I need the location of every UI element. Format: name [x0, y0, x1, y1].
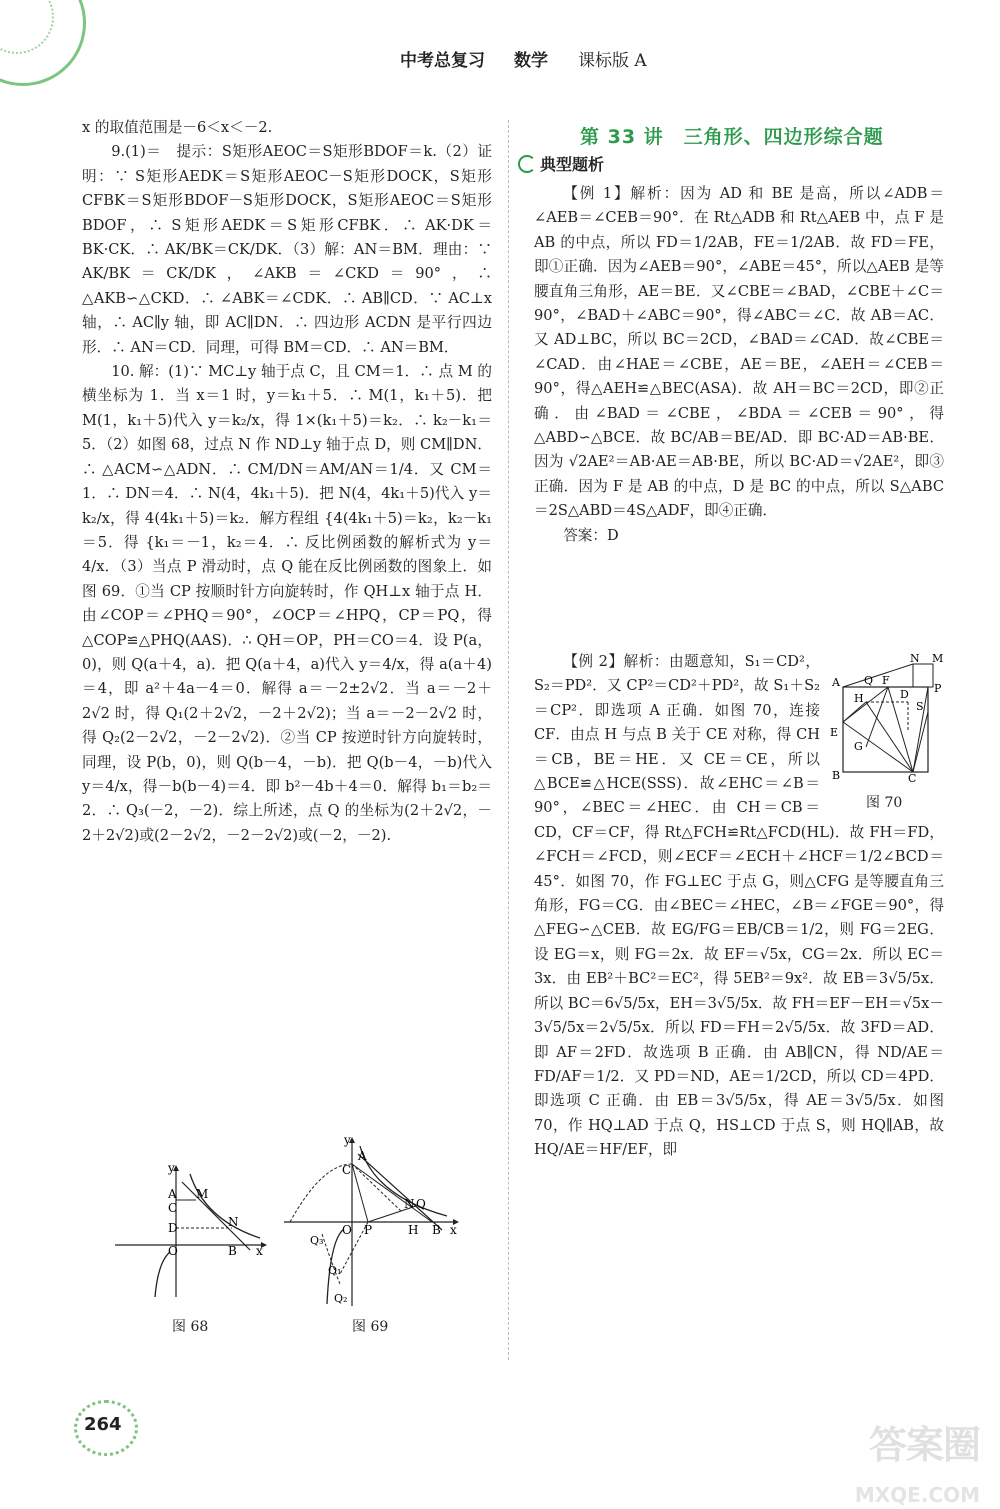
fig69-label-p: P — [364, 1223, 373, 1237]
fig70-label-c: C — [908, 772, 917, 782]
right-para-2: 【例 2】解析：由题意知，S₁＝CD²，S₂＝PD²．又 CP²＝CD²＋PD²，故 S₁＋S₂＝CP²．即选项 A 正确．如图 70，连接 CF．由点 H 与点 B 关于 CE 对称，得 CH＝CB，BE＝HE．又 CE＝CE，所以△BCE≌△HCE(SSS)．故∠EHC＝∠B＝90°，∠BEC＝∠HEC．由 CH＝CB＝CD，CF＝CF，得 Rt△FCH≌Rt△FCD(HL)．故 FH＝FD，∠FCH＝∠FCD，则∠ECF＝∠ECH＋∠HCF＝1/2∠BCD＝45°．如图 70，作 FG⊥EC 于点 G，则△CFG 是等腰直角三角形，FG＝CG．由∠BEC＝∠HEC，∠B＝∠FGE＝90°，得△FEG∽△CEB．故 EG/FG＝EB/CB＝1/2，则 FG＝2EG．设 EG＝x，则 FG＝2x．故 EF＝√5x，CG＝2x．所以 EC＝3x．由 EB²＋BC²＝EC²，得 5EB²＝9x²．故 EB＝3√5/5x．所以 BC＝6√5/5x，EH＝3√5/5x．故 FH＝EF－EH＝√5x－3√5/5x＝2√5/5x．所以 FD＝FH＝2√5/5x．故 3FD＝AD．即 AF＝2FD．故选项 B 正确．由 AB∥CN，得 ND/AE＝FD/AF＝1/2．又 PD＝ND，AE＝1/2CD，所以 CD＝4PD．即选项 C 正确．由 EB＝3√5/5x，得 AE＝3√5/5x．如图 70，作 HQ⊥AD 于点 Q，HS⊥CD 于点 S，则 HQ∥AB，故 HQ/AE＝HF/EF，即 — [534, 653, 944, 1159]
right-column-top — [534, 182, 944, 548]
fig70-label-s: S — [916, 700, 924, 713]
fig69-label-q3: Q₃ — [310, 1234, 324, 1247]
fig70-label-p: P — [934, 682, 942, 695]
fig70-label-d: D — [900, 688, 909, 701]
fig70-label-m: M — [932, 652, 944, 665]
fig68-label-a: A — [168, 1187, 177, 1201]
right-para-0: 【例 1】解析：因为 AD 和 BE 是高，所以∠ADB＝∠AEB＝∠CEB＝90°．在 Rt△ADB 和 Rt△AEB 中，点 F 是 AB 的中点，所以 FD＝1/2AB，FE＝1/2AB．故 FD＝FE，即①正确．因为∠AEB＝90°，∠ABE＝45°，所以△AEB 是等腰直角三角形，AE＝BE．又∠CBE＝∠BAD，∠CBE＋∠C＝90°，∠BAD＋∠ABC＝90°，得∠ABC＝∠C．故 AB＝AC．又 AD⊥BC，所以 BC＝2CD，∠BAD＝∠CAD．故∠CBE＝∠CAD．由∠HAE＝∠CBE，AE＝BE，∠AEH＝∠CEB＝90°，得△AEH≌△BEC(ASA)．故 AH＝BC＝2CD，即②正确．由∠BAD＝∠CBE，∠BDA＝∠CEB＝90°，得△ABD∽△BCE．故 BC/AB＝BE/AD．即 BC·AD＝AB·BE．因为 √2AE²＝AB·AE＝AB·BE，所以 BC·AD＝√2AE²，即③正确．因为 F 是 AB 的中点，D 是 BC 的中点，所以 S△ABC＝2S△ABD＝4S△ADF，即④正确． — [534, 185, 944, 520]
fig68-label-n: N — [228, 1215, 239, 1229]
column-divider — [508, 120, 509, 1360]
left-para-1: 9.(1)＝ 提示：S矩形AEOC＝S矩形BDOF＝k.（2）证明：∵ S矩形AEDK＝S矩形AEOC－S矩形DOCK，S矩形CFBK＝S矩形BDOF－S矩形DOCK，S矩形AEOC＝S矩形BDOF，∴ S矩形AEDK＝S矩形CFBK．∴ AK·DK＝BK·CK．∴ AK/BK＝CK/DK．（3）解：AN＝BM．理由：∵ AK/BK＝CK/DK，∠AKB＝∠CKD＝90°，∴ △AKB∽△CKD．∴ ∠ABK＝∠CDK．∴ AB∥CD．∵ AC⊥x 轴，∴ AC∥y 轴，即 AC∥DN．∴ 四边形 ACDN 是平行四边形．∴ AN＝CD．同理，可得 BM＝CD．∴ AN＝BM． — [82, 143, 492, 356]
fig68-label-x: x — [256, 1244, 263, 1258]
figure-70-spacer — [820, 650, 944, 818]
section-swirl-icon — [518, 155, 536, 173]
page-header — [0, 44, 1000, 74]
fig69-label-c: C — [342, 1163, 352, 1177]
fig70-label-g: G — [854, 740, 863, 753]
fig70-label-q: Q — [864, 674, 874, 687]
fig68-label-c: C — [168, 1201, 178, 1215]
header-subject: 数学 — [514, 51, 548, 71]
watermark-logo: 答案圈 — [868, 1423, 980, 1467]
figure-69 — [282, 1134, 462, 1309]
figure-68-caption: 图 68 — [172, 1319, 209, 1335]
fig69-label-a: A — [358, 1149, 367, 1163]
fig68-label-d: D — [168, 1221, 178, 1235]
fig69-label-x: x — [450, 1223, 457, 1237]
figure-69-caption: 图 69 — [352, 1319, 389, 1335]
fig69-label-b: B — [432, 1223, 441, 1237]
fig70-label-n: N — [910, 652, 920, 665]
section-subtitle: 典型题析 — [540, 155, 605, 174]
fig70-label-e: E — [830, 726, 839, 739]
fig70-label-b: B — [832, 769, 841, 782]
fig68-label-o: O — [168, 1244, 178, 1258]
fig69-label-y: y — [344, 1134, 351, 1147]
fig68-label-b: B — [228, 1244, 237, 1258]
figure-68 — [110, 1162, 270, 1302]
fig69-label-h: H — [408, 1223, 419, 1237]
watermark-url: MXQE.COM — [854, 1483, 980, 1507]
figure-70-caption: 图 70 — [866, 795, 903, 811]
right-para-1: 答案：D — [563, 526, 619, 544]
fig69-label-o: O — [342, 1223, 352, 1237]
fig69-label-q2: Q₂ — [334, 1292, 348, 1305]
section-title: 第 33 讲 三角形、四边形综合题 — [580, 126, 884, 148]
header-edition: 课标版 A — [578, 51, 647, 71]
page-number: 264 — [84, 1414, 122, 1435]
fig69-label-n: N — [404, 1197, 415, 1211]
left-column — [82, 116, 492, 848]
fig68-label-y: y — [168, 1162, 175, 1175]
fig68-label-m: M — [196, 1187, 209, 1201]
fig70-label-f: F — [882, 674, 890, 687]
fig69-label-q1: Q₁ — [328, 1264, 342, 1277]
fig70-label-h: H — [854, 692, 864, 705]
left-para-2: 10. 解：(1)∵ MC⊥y 轴于点 C，且 CM＝1．∴ 点 M 的横坐标为 1．当 x＝1 时，y＝k₁＋5．∴ M(1，k₁＋5)．把 M(1，k₁＋5)代入 y＝k₂/x，得 1×(k₁＋5)＝k₂．∴ k₂－k₁＝5．（2）如图 68，过点 N 作 ND⊥y 轴于点 D，则 CM∥DN．∴ △ACM∽△ADN．∴ CM/DN＝AM/AN＝1/4．又 CM＝1．∴ DN＝4．∴ N(4，4k₁＋5)．把 N(4，4k₁＋5)代入 y＝k₂/x，得 4(4k₁＋5)＝k₂．解方程组 {4(4k₁＋5)＝k₂，k₂－k₁＝5．得 {k₁＝－1，k₂＝4．∴ 反比例函数的解析式为 y＝4/x．（3）当点 P 滑动时，点 Q 能在反比例函数的图象上．如图 69．①当 CP 按顺时针方向旋转时，作 QH⊥x 轴于点 H．由∠COP＝∠PHQ＝90°，∠OCP＝∠HPQ，CP＝PQ，得△COP≌△PHQ(AAS)．∴ QH＝OP，PH＝CO＝4．设 P(a，0)，则 Q(a＋4，a)．把 Q(a＋4，a)代入 y＝4/x，得 a(a＋4)＝4，即 a²＋4a－4＝0．解得 a＝－2±2√2．当 a＝－2＋2√2 时，得 Q₁(2＋2√2，－2＋2√2)；当 a＝－2－2√2 时，得 Q₂(2－2√2，－2－2√2)．②当 CP 按逆时针方向旋转时，同理，设 P(b，0)，则 Q(b－4，－b)．把 Q(b－4，－b)代入 y＝4/x，得－b(b－4)＝4．即 b²－4b＋4＝0．解得 b₁＝b₂＝2．∴ Q₃(－2，－2)．综上所述，点 Q 的坐标为(2＋2√2，－2＋2√2)或(2－2√2，－2－2√2)或(－2，－2). — [82, 363, 492, 844]
fig70-label-a: A — [832, 676, 840, 689]
left-para-0: x 的取值范围是－6＜x＜－2. — [82, 119, 273, 136]
fig69-label-q: Q — [416, 1197, 426, 1211]
right-column-example2 — [534, 650, 944, 1163]
header-series: 中考总复习 — [400, 51, 485, 71]
